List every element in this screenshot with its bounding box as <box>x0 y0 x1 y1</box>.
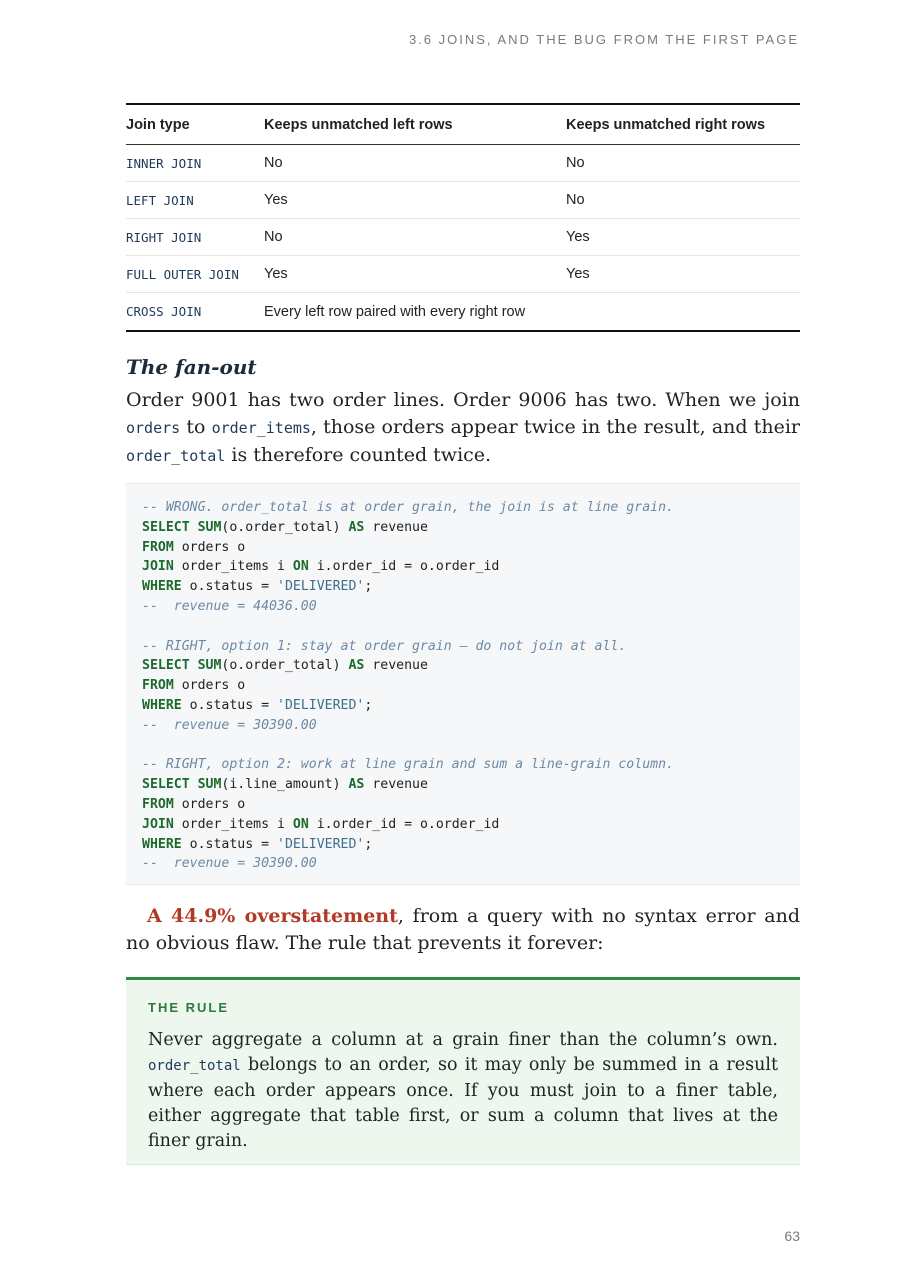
rule-text: Never aggregate a column at a grain finer than the column’s own. order_total belongs to an order, so it may only be summed in a result where each order appears once. If you must join to a finer table, either aggregate that table first, or sum a column that lives at the finer grain. <box>148 1030 778 1151</box>
inline-code: order_total <box>148 1058 241 1074</box>
page-number: 63 <box>784 1228 800 1244</box>
rule-callout <box>126 977 800 1165</box>
body-paragraph: A 44.9% overstatement, from a query with no syntax error and no obvious flaw. The rule that prevents it forever: <box>126 905 800 954</box>
table-cell: INNER JOIN <box>126 145 264 182</box>
overstatement-emphasis: A 44.9% overstatement <box>147 905 398 927</box>
table-cell: No <box>264 219 566 256</box>
running-head: 3.6 JOINS, AND THE BUG FROM THE FIRST PAGE <box>408 32 799 47</box>
table-cell <box>566 293 800 332</box>
table-cell: FULL OUTER JOIN <box>126 256 264 293</box>
table-header: Join type <box>126 104 264 145</box>
section-heading: The fan-out <box>126 355 257 379</box>
table-cell: Yes <box>264 182 566 219</box>
inline-code: order_items <box>211 419 311 437</box>
table-row <box>126 293 800 332</box>
code-result-comment: -- revenue = 44036.00 <box>142 598 317 614</box>
code-result-comment: -- revenue = 30390.00 <box>142 717 317 733</box>
table-cell: Yes <box>566 219 800 256</box>
inline-code: orders <box>126 419 181 437</box>
table-cell: RIGHT JOIN <box>126 219 264 256</box>
join-types-table <box>126 103 800 332</box>
sql-code-block: -- WRONG. order_total is at order grain, the join is at line grain. SELECT SUM(o.order_total) AS revenue FROM orders o JOIN order_items i ON i.order_id = o.order_id WHERE o.status = 'DELIVERED'; -- revenue = 44036.00 -- RIGHT, option 1: stay at order grain — do not join at all. SELECT SUM(o.order_total) AS revenue FROM orders o WHERE o.status = 'DELIVERED'; -- revenue = 30390.00 -- RIGHT, option 2: work at line grain and sum a line-grain column. SELECT SUM(i.line_amount) AS revenue FROM orders o JOIN order_items i ON i.order_id = o.order_id WHERE o.status = 'DELIVERED'; -- revenue = 30390.00 <box>126 483 800 885</box>
table-row <box>126 256 800 293</box>
table-cell: Yes <box>264 256 566 293</box>
table-cell: Every left row paired with every right row <box>264 303 526 320</box>
table-cell: LEFT JOIN <box>126 182 264 219</box>
table-row <box>126 182 800 219</box>
table-header: Keeps unmatched left rows <box>264 104 566 145</box>
table-row <box>126 219 800 256</box>
table-row <box>126 145 800 182</box>
table-cell: CROSS JOIN <box>126 304 202 319</box>
table-header-row <box>126 104 800 145</box>
table-cell: No <box>264 145 566 182</box>
code-comment: -- RIGHT, option 1: stay at order grain — do not join at all. <box>142 638 627 654</box>
code-comment: -- WRONG. order_total is at order grain, the join is at line grain. <box>142 500 674 515</box>
table-header: Keeps unmatched right rows <box>566 104 800 145</box>
rule-title: THE RULE <box>148 1000 229 1015</box>
table-cell: No <box>566 182 800 219</box>
inline-code: order_total <box>126 447 226 465</box>
table-cell: No <box>566 145 800 182</box>
body-paragraph: Order 9001 has two order lines. Order 9006 has two. When we join orders to order_items, those orders appear twice in the result, and their order_total is therefore counted twice. <box>126 389 800 466</box>
code-result-comment: -- revenue = 30390.00 <box>142 856 317 872</box>
code-comment: -- RIGHT, option 2: work at line grain and sum a line-grain column. <box>142 757 674 773</box>
table-cell: Yes <box>566 256 800 293</box>
